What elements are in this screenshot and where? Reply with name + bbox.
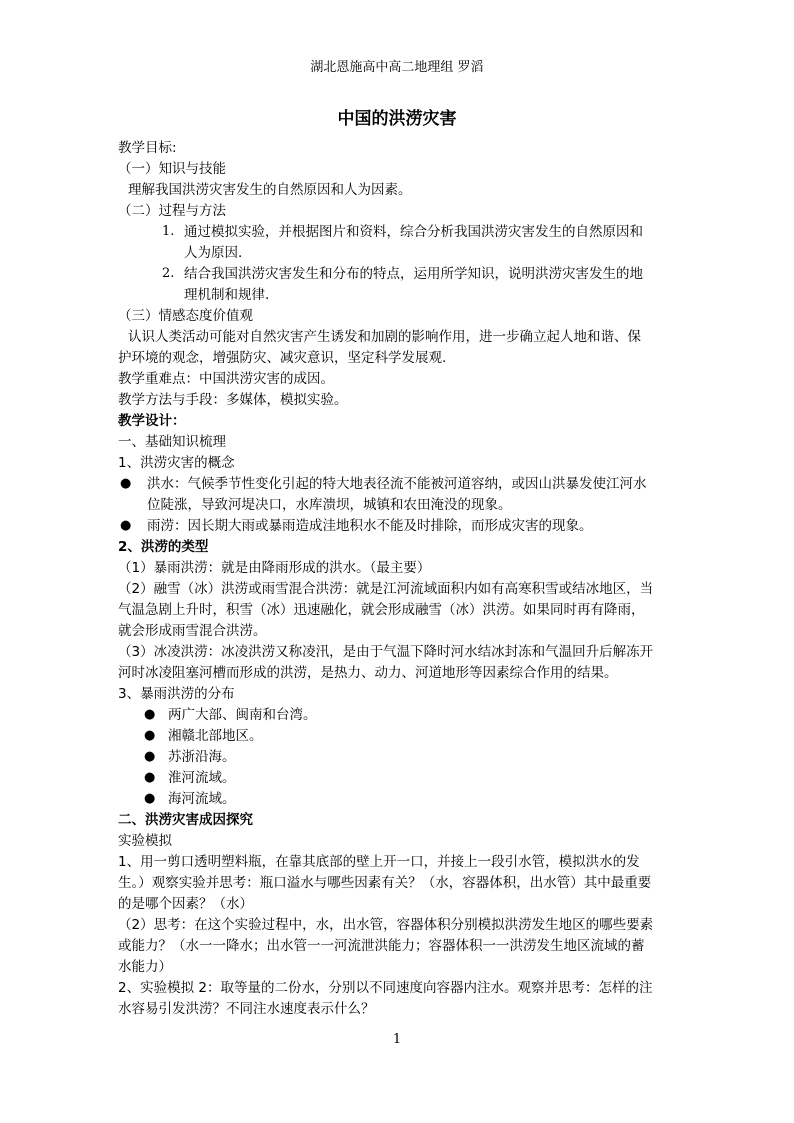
part-two-heading: 二、洪涝灾害成因探究 [118, 812, 253, 828]
document-title: 中国的洪涝灾害 [337, 109, 457, 129]
paragraph-line: 护环境的观念，增强防灾、减灾意识，坚定科学发展观. [118, 350, 447, 366]
section-knowledge-text: 理解我国洪涝灾害发生的自然原因和人为因素。 [128, 182, 412, 198]
distribution-item: 苏浙沿海。 [168, 749, 236, 765]
experiment-2-cont: 水容易引发洪涝？不同注水速度表示什么？ [118, 1001, 375, 1017]
flood-definition: 洪水：气候季节性变化引起的特大地表径流不能被河道容纳，或因山洪暴发使江河水 [147, 476, 647, 492]
design-heading: 教学设计： [118, 413, 186, 429]
type-snowmelt: （2）融雪（冰）洪涝或雨雪混合洪涝：就是江河流域面积内如有高寒积雪或结冰地区，当 [118, 581, 654, 597]
list-item-text: 通过模拟实验，并根据图片和资料，综合分析我国洪涝灾害发生的自然原因和 [184, 224, 643, 240]
type-snowmelt-cont: 就会形成雨雪混合洪涝。 [118, 623, 267, 639]
bullet-icon: ● [144, 707, 156, 722]
list-item-text: 人为原因. [184, 245, 243, 261]
type-ice-cont: 河时冰凌阻塞河槽而形成的洪涝，是热力、动力、河道地形等因素综合作用的结果。 [118, 665, 618, 681]
section-knowledge: （一）知识与技能 [118, 161, 226, 177]
bullet-icon: ● [144, 749, 156, 764]
distribution-item: 海河流域。 [168, 791, 236, 807]
type-ice: （3）冰凌洪涝：冰凌洪涝又称凌汛，是由于气温下降时河水结冰封冻和气温回升后解冻开 [118, 644, 654, 660]
bullet-icon: ● [120, 518, 132, 533]
experiment-question: （2）思考：在这个实验过程中，水，出水管，容器体积分别模拟洪涝发生地区的哪些要素 [118, 917, 654, 933]
distribution-item: 两广大部、闽南和台湾。 [168, 707, 317, 723]
experiment-1-cont: 的是哪个因素？（水） [118, 896, 253, 912]
distribution-item: 淮河流域。 [168, 770, 236, 786]
list-number: 1. [162, 224, 175, 239]
experiment-question-cont: 或能力？（水一一降水；出水管一一河流泄洪能力；容器体积一一洪涝发生地区流域的蓄 [118, 938, 645, 954]
subheading-concept: 1、洪涝灾害的概念 [118, 455, 235, 471]
experiment-question-cont: 水能力） [118, 959, 172, 975]
goals-heading: 教学目标: [118, 140, 177, 156]
waterlog-definition: 雨涝：因长期大雨或暴雨造成洼地积水不能及时排除，而形成灾害的现象。 [147, 518, 593, 534]
experiment-heading: 实验模拟 [118, 833, 172, 849]
type-snowmelt-cont: 气温急剧上升时，积雪（冰）迅速融化，就会形成融雪（冰）洪涝。如果同时再有降雨， [118, 602, 645, 618]
flood-definition-cont: 位陡涨，导致河堤决口，水库溃坝，城镇和农田淹没的现象。 [147, 497, 512, 513]
section-process: （二）过程与方法 [118, 203, 226, 219]
page-number: 1 [392, 1032, 402, 1047]
bullet-icon: ● [144, 770, 156, 785]
list-item-text: 理机制和规律. [184, 287, 270, 303]
subheading-types: 2、洪涝的类型 [118, 539, 209, 555]
key-points: 教学重难点：中国洪涝灾害的成因。 [118, 371, 334, 387]
list-item-text: 结合我国洪涝灾害发生和分布的特点，运用所学知识，说明洪涝灾害发生的地 [184, 266, 643, 282]
experiment-1-cont: 生。）观察实验并思考：瓶口溢水与哪些因素有关？（水，容器体积，出水管）其中最重要 [118, 875, 652, 891]
paragraph-line: 认识人类活动可能对自然灾害产生诱发和加剧的影响作用，进一步确立起人地和谐、保 [128, 329, 641, 345]
teaching-methods: 教学方法与手段：多媒体，模拟实验。 [118, 392, 348, 408]
experiment-1: 1、用一剪口透明塑料瓶，在靠其底部的壁上开一口，并接上一段引水管，模拟洪水的发 [118, 854, 640, 870]
list-number: 2. [162, 266, 175, 281]
bullet-icon: ● [120, 476, 132, 491]
bullet-icon: ● [144, 791, 156, 806]
bullet-icon: ● [144, 728, 156, 743]
section-attitude: （三）情感态度价值观 [118, 308, 253, 324]
page-header: 湖北恩施高中高二地理组 罗滔 [310, 60, 484, 75]
distribution-item: 湘赣北部地区。 [168, 728, 263, 744]
subheading-distribution: 3、暴雨洪涝的分布 [118, 686, 235, 702]
part-one-heading: 一、基础知识梳理 [118, 434, 226, 450]
type-rainstorm: （1）暴雨洪涝：就是由降雨形成的洪水。（最主要） [118, 560, 431, 576]
experiment-2: 2、实验模拟 2：取等量的二份水，分别以不同速度向容器内注水。观察并思考：怎样的注 [118, 980, 653, 996]
